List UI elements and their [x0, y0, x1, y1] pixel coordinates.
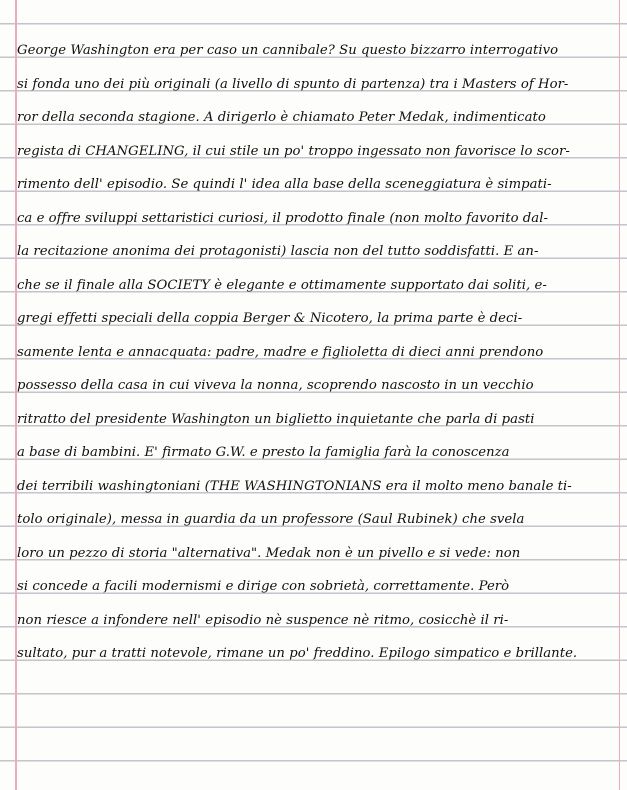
text-line-7: la recitazione anonima dei protagonisti) lascia non del tutto soddisfatti. E an-	[17, 244, 539, 259]
text-line-9: gregi effetti speciali della coppia Berger & Nicotero, la prima parte è deci-	[17, 311, 523, 326]
text-line-5: rimento dell' episodio. Se quindi l' idea alla base della sceneggiatura è simpati-	[17, 177, 552, 192]
text-line-14: dei terribili washingtoniani (THE WASHINGTONIANS era il molto meno banale ti-	[17, 478, 572, 494]
text-line-17: si concede a facili modernismi e dirige con sobrietà, correttamente. Però	[17, 579, 510, 594]
text-line-19: sultato, pur a tratti notevole, rimane un po' freddino. Epilogo simpatico e brillante.	[17, 646, 578, 661]
text-line-13: a base di bambini. E' firmato G.W. e presto la famiglia farà la conoscenza	[17, 445, 510, 460]
text-line-2: si fonda uno dei più originali (a livello di spunto di partenza) tra i Masters of Hor-	[17, 76, 569, 92]
text-line-15: tolo originale), messa in guardia da un professore (Saul Rubinek) che svela	[17, 512, 525, 527]
text-line-10: samente lenta e annacquata: padre, madre e figlioletta di dieci anni prendono	[17, 344, 544, 360]
handwritten-text-block	[17, 34, 613, 671]
text-line-3: ror della seconda stagione. A dirigerlo è chiamato Peter Medak, indimenticato	[17, 110, 546, 125]
text-line-11: possesso della casa in cui viveva la nonna, scoprendo nascosto in un vecchio	[17, 378, 534, 393]
text-line-1: George Washington era per caso un cannibale? Su questo bizzarro interrogativo	[17, 43, 559, 58]
text-line-16: loro un pezzo di storia "alternativa". Medak non è un pivello e si vede: non	[17, 545, 521, 561]
text-line-18: non riesce a infondere nell' episodio nè suspence nè ritmo, cosicchè il ri-	[17, 612, 509, 628]
text-line-12: ritratto del presidente Washington un biglietto inquietante che parla di pasti	[17, 411, 535, 427]
text-line-8: che se il finale alla SOCIETY è elegante e ottimamente supportato dai soliti, e-	[17, 277, 547, 293]
text-line-6: ca e offre sviluppi settaristici curiosi, il prodotto finale (non molto favorito dal-	[17, 210, 548, 226]
right-margin-line	[619, 0, 621, 790]
text-line-4: regista di CHANGELING, il cui stile un po' troppo ingessato non favorisce lo scor-	[17, 143, 570, 159]
